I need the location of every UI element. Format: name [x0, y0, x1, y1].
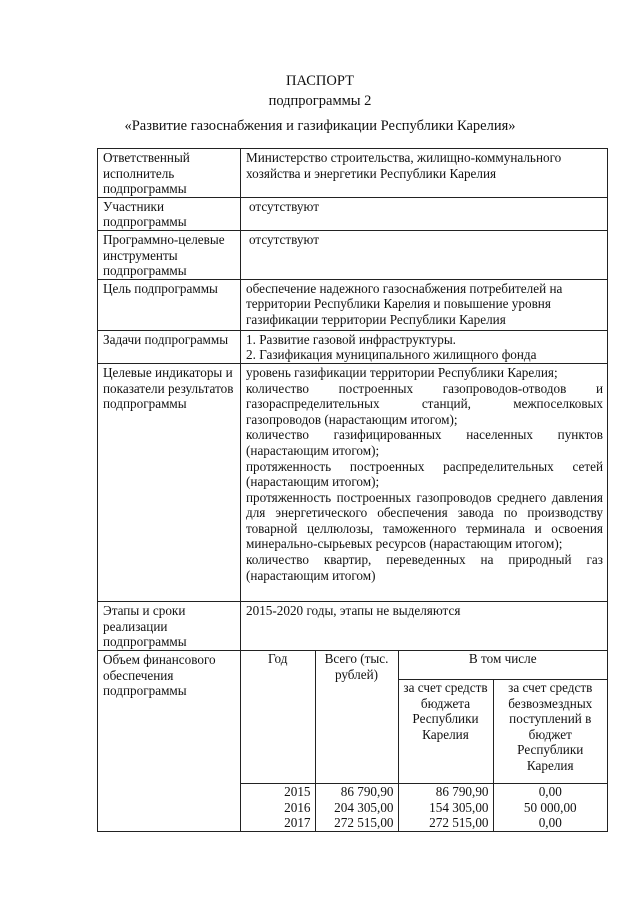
finance-total: 272 515,00 [315, 815, 398, 831]
label-indicators: Целевые индикаторы и показатели результатов подпрограммы [98, 363, 241, 601]
row-executor [98, 149, 608, 198]
finance-year: 2016 [241, 800, 315, 816]
label-executor: Ответственный исполнитель подпрограммы [98, 149, 241, 198]
finance-header-including: В том числе [398, 651, 607, 680]
value-participants: отсутствуют [241, 197, 608, 230]
finance-year: 2015 [241, 783, 315, 799]
row-participants [98, 197, 608, 230]
value-indicators [241, 363, 608, 601]
label-instruments: Программно-целевые инструменты подпрограммы [98, 230, 241, 279]
finance-row [241, 800, 607, 816]
finance-row [241, 815, 607, 831]
value-tasks [241, 330, 608, 363]
row-instruments [98, 230, 608, 279]
finance-total: 86 790,90 [315, 783, 398, 799]
passport-table [97, 148, 608, 832]
finance-header-budget: за счет средств бюджета Республики Карелия [398, 679, 493, 783]
label-finance: Объем финансового обеспечения подпрограммы [98, 650, 241, 831]
row-goal [98, 279, 608, 330]
label-goal: Цель подпрограммы [98, 279, 241, 330]
row-tasks [98, 330, 608, 363]
finance-grants: 50 000,00 [493, 800, 607, 816]
finance-cell [241, 650, 608, 831]
indicator-item: количество квартир, переведенных на природный газ (нарастающим итогом) [246, 552, 603, 583]
value-goal: обеспечение надежного газоснабжения потребителей на территории Республики Карелия и повышение уровня газификации территории Республики Карелия [241, 279, 608, 330]
finance-budget: 272 515,00 [398, 815, 493, 831]
value-stages: 2015-2020 годы, этапы не выделяются [241, 601, 608, 650]
row-indicators [98, 363, 608, 601]
row-stages [98, 601, 608, 650]
finance-table [241, 651, 607, 831]
finance-row [241, 783, 607, 799]
subprogram-name: «Развитие газоснабжения и газификации Республики Карелия» [124, 118, 516, 134]
finance-header-year: Год [241, 651, 315, 784]
finance-budget: 154 305,00 [398, 800, 493, 816]
value-executor: Министерство строительства, жилищно-коммунального хозяйства и энергетики Республики Карелия [241, 149, 608, 198]
indicator-item: протяженность построенных распределительных сетей (нарастающим итогом); [246, 458, 603, 490]
finance-grants: 0,00 [493, 783, 607, 799]
indicator-item: уровень газификации территории Республики Карелия; [246, 364, 558, 380]
value-instruments: отсутствуют [241, 230, 608, 279]
indicator-item: протяженность построенных газопроводов среднего давления для энергетического обеспечения завода по производству товарной целлюлозы, таможенного терминала и освоения минерально-сырьевых ресурсов (нарастающим итогом); [246, 489, 603, 552]
finance-grants: 0,00 [493, 815, 607, 831]
label-tasks: Задачи подпрограммы [98, 330, 241, 363]
passport-title: ПАСПОРТ [286, 73, 354, 89]
finance-budget: 86 790,90 [398, 783, 493, 799]
task-item: 1. Развитие газовой инфраструктуры. [246, 331, 456, 347]
passport-subtitle: подпрограммы 2 [268, 93, 372, 109]
label-participants: Участники подпрограммы [98, 197, 241, 230]
row-finance [98, 650, 608, 831]
indicator-item: количество газифицированных населенных пунктов (нарастающим итогом); [246, 427, 603, 458]
label-stages: Этапы и сроки реализации подпрограммы [98, 601, 241, 650]
finance-total: 204 305,00 [315, 800, 398, 816]
task-item: 2. Газификация муниципального жилищного фонда [246, 347, 537, 363]
finance-header-grants: за счет средств безвозмездных поступлений в бюджет Республики Карелия [493, 679, 607, 783]
finance-year: 2017 [241, 815, 315, 831]
indicator-item: количество построенных газопроводов-отводов и газораспределительных станций, межпоселковых газопроводов (нарастающим итогом); [246, 380, 603, 427]
finance-header-total: Всего (тыс. рублей) [315, 651, 398, 784]
